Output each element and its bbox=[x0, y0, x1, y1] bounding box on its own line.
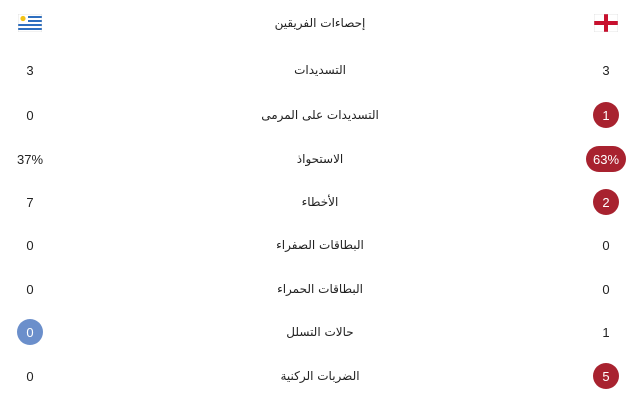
stats-title: إحصاءات الفريقين bbox=[274, 16, 366, 30]
stat-row bbox=[0, 101, 640, 129]
highlight-badge: 1 bbox=[593, 102, 619, 128]
right-team-value bbox=[584, 101, 628, 129]
left-team-value bbox=[8, 101, 52, 129]
left-team-value bbox=[8, 362, 52, 390]
stat-label: البطاقات الصفراء bbox=[276, 238, 364, 252]
stat-label: الأخطاء bbox=[301, 195, 339, 209]
highlight-badge: 0 bbox=[17, 319, 43, 345]
stat-value: 0 bbox=[26, 368, 34, 384]
stat-row bbox=[0, 145, 640, 173]
left-team-value bbox=[8, 231, 52, 259]
stat-label: الاستحواذ bbox=[296, 152, 344, 166]
left-team-value bbox=[8, 145, 52, 173]
stat-label: الضربات الركنية bbox=[280, 369, 360, 383]
highlight-badge: 2 bbox=[593, 189, 619, 215]
right-team-value bbox=[584, 318, 628, 346]
stat-row bbox=[0, 275, 640, 303]
stat-label: التسديدات bbox=[294, 63, 346, 77]
stat-value: 0 bbox=[26, 281, 34, 297]
highlight-badge: 63% bbox=[586, 146, 626, 172]
stat-value: 0 bbox=[26, 107, 34, 123]
stat-row bbox=[0, 188, 640, 216]
stat-value: 3 bbox=[26, 62, 34, 78]
left-team-flag bbox=[8, 9, 52, 37]
stat-row bbox=[0, 56, 640, 84]
stat-value: 0 bbox=[26, 237, 34, 253]
right-team-value bbox=[584, 56, 628, 84]
stat-label: البطاقات الحمراء bbox=[277, 282, 363, 296]
stat-value: 7 bbox=[26, 194, 34, 210]
stat-label: حالات التسلل bbox=[286, 325, 354, 339]
left-team-value bbox=[8, 318, 52, 346]
stat-value: 1 bbox=[602, 324, 610, 340]
stat-value: 0 bbox=[602, 281, 610, 297]
right-team-value bbox=[584, 275, 628, 303]
stats-header-row bbox=[0, 9, 640, 37]
stat-value: 37% bbox=[16, 151, 44, 167]
right-team-value bbox=[584, 145, 628, 173]
left-team-value bbox=[8, 188, 52, 216]
right-team-value bbox=[584, 362, 628, 390]
left-team-value bbox=[8, 275, 52, 303]
right-team-value bbox=[584, 188, 628, 216]
right-team-flag bbox=[584, 9, 628, 37]
stat-value: 3 bbox=[602, 62, 610, 78]
left-team-value bbox=[8, 56, 52, 84]
stat-value: 0 bbox=[602, 237, 610, 253]
england-flag-icon bbox=[594, 14, 618, 32]
uruguay-flag-icon bbox=[18, 14, 42, 32]
right-team-value bbox=[584, 231, 628, 259]
stat-row bbox=[0, 231, 640, 259]
stat-label: التسديدات على المرمى bbox=[261, 108, 379, 122]
highlight-badge: 5 bbox=[593, 363, 619, 389]
stat-row bbox=[0, 362, 640, 390]
stat-row bbox=[0, 318, 640, 346]
